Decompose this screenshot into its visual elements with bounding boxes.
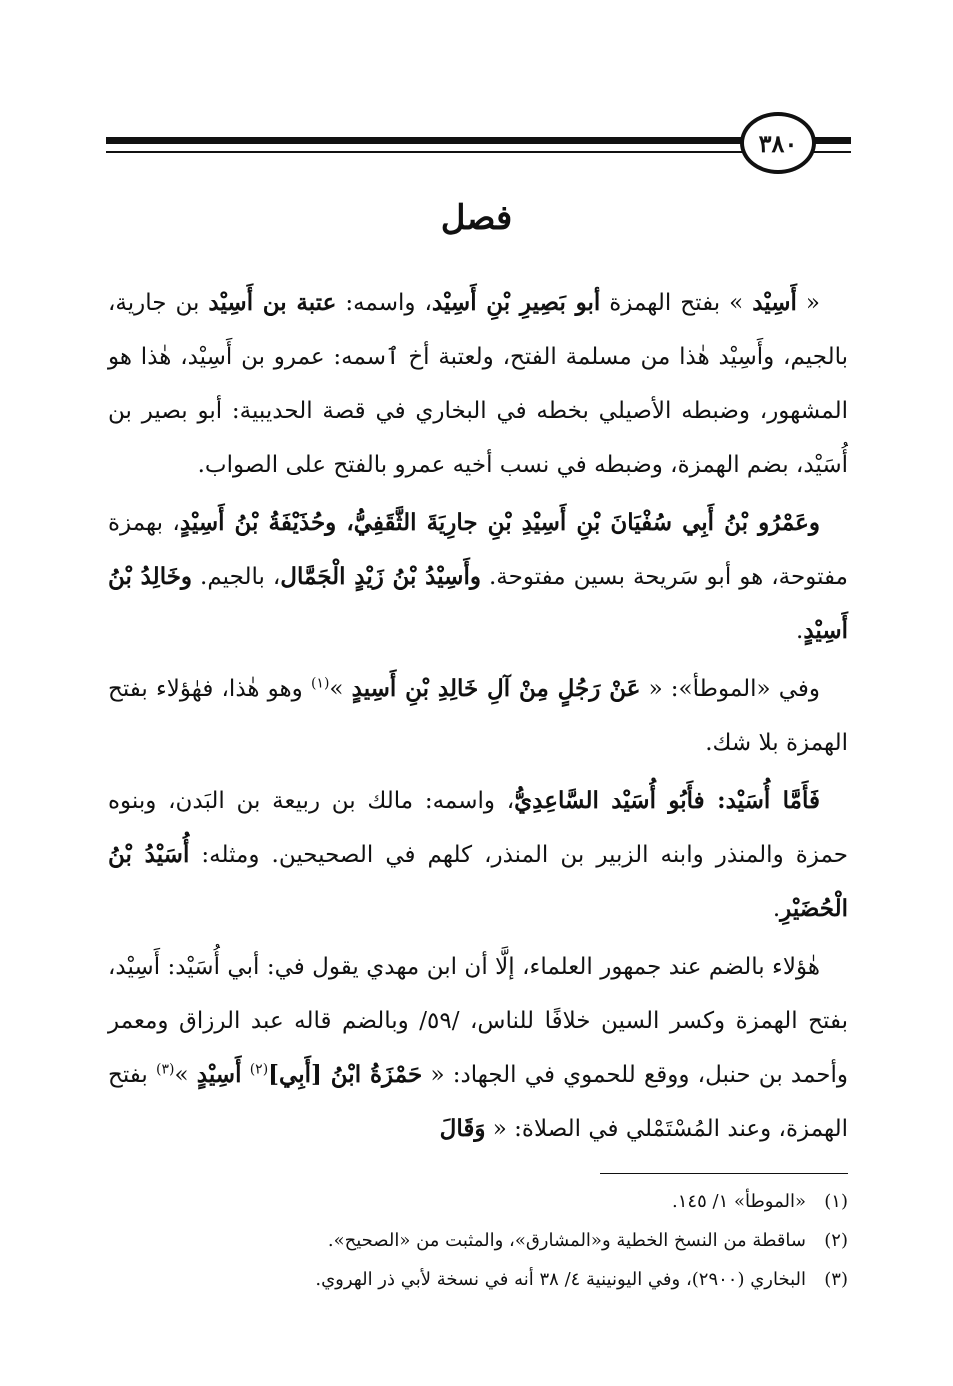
paragraph xyxy=(108,496,848,658)
bold-term: أُسَيْدُ بْنُ الْحُضَيْرِ xyxy=(108,841,848,922)
bold-term: عتبة بن أَسِيْد xyxy=(208,289,337,316)
text-run: « xyxy=(796,290,820,316)
footnote-number: (٢) xyxy=(824,1230,848,1251)
bold-term: عَنْ رَجُلٍ مِنْ آلِ خَالِدِ بْنِ أَسِيدٍ xyxy=(351,675,641,702)
text-run: » بفتح الهمزة xyxy=(600,290,753,316)
footnote-text: ساقطة من النسخ الخطية و«المشارق»، والمثبت من «الصحيح». xyxy=(327,1230,806,1251)
text-run: هٰؤلاء بالضم عند جمهور العلماء، إلَّا أن ابن مهدي يقول في: أبي أُسَيْد: أَسِيْد، بفتح الهمزة وكسر السين خلافًا للناس، /٥٩/ وبالضم قاله عبد الرزاق ومعمر وأحمد بن حنبل، ووقع للحموي في الجهاد: « xyxy=(108,954,849,1088)
header-rule-thin xyxy=(106,151,851,153)
bold-term: حَمْزَةُ ابْنُ [أَبِي] xyxy=(268,1061,423,1088)
bold-term: وعَمْرُو بْنُ أَبِي سُفْيَانَ بْنِ أَسِيْدِ بْنِ جارِيَةَ الثَّقَفِيُّ، وحُذَيْفَةُ بْنُ أَسِيْدٍ xyxy=(179,509,821,536)
main-text xyxy=(108,276,848,1160)
paragraph xyxy=(108,276,848,492)
page-number: ٣٨٠ xyxy=(740,112,816,174)
text-run: » xyxy=(174,1062,197,1088)
bold-term: وخَالِدُ بْنُ أَسِيْدٍ xyxy=(108,563,848,644)
text-run: بن جارية، بالجيم، وأَسِيْد هٰذا من مسلمة الفتح، ولعتبة أخ ٱسمه: عمرو بن أَسِيْد، هٰذا هو المشهور، وضبطه الأصيلي بخطه في البخاري في قصة الحديبية: أبو بصير بن أُسَيْد، بضم الهمزة، وضبطه في نسب أخيه عمرو بالفتح على الصواب. xyxy=(108,290,848,478)
bold-term: وأَسِيْدُ بْنُ زَيْدٍ الْجَمَّال xyxy=(280,563,481,590)
text-run: وهو هٰذا، فهٰؤلاء بفتح الهمزة بلا شك. xyxy=(108,676,848,756)
bold-term: أَسِيْد xyxy=(752,289,797,316)
footnote-text: «الموطأ» ١/ ١٤٥. xyxy=(672,1191,806,1212)
section-heading: فصل xyxy=(440,198,513,238)
footnote-separator xyxy=(600,1173,848,1174)
bold-term: وَقَالَ xyxy=(439,1115,486,1142)
bold-term: فَأَمَّا أُسَيْد: فأَبُو أُسَيْد السَّاعِدِيُّ xyxy=(514,787,820,814)
text-run: ، بهمزة مفتوحة، هو أبو سَريحة بسين مفتوحة. xyxy=(108,510,848,590)
bold-term: أبو بَصِيرِ بْنِ أَسِيْد xyxy=(431,289,601,316)
paragraph xyxy=(108,940,848,1156)
footnote-number: (١) xyxy=(824,1191,848,1212)
footnote xyxy=(108,1182,848,1221)
text-run: . xyxy=(796,618,804,644)
footnote-text: البخاري (٢٩٠٠)، وفي اليونينية ٤/ ٣٨ أنه في نسخة لأبي ذر الهروي. xyxy=(315,1269,806,1290)
text-run: . xyxy=(772,896,781,922)
footnote-ref: (٣) xyxy=(156,1061,175,1078)
text-run: وفي «الموطأ»: « xyxy=(640,676,821,702)
text-run xyxy=(241,1062,249,1088)
footnote xyxy=(108,1260,848,1299)
footnotes xyxy=(108,1182,848,1299)
paragraph xyxy=(108,662,848,770)
paragraph xyxy=(108,774,848,936)
footnote xyxy=(108,1221,848,1260)
text-run: ، بالجيم. xyxy=(192,564,281,590)
footnote-ref: (٢) xyxy=(249,1061,269,1078)
text-run: ، واسمه: xyxy=(336,290,432,316)
text-run: ، واسمه: مالك بن ربيعة بن البَدن، وبنوه حمزة والمنذر وابنه الزبير بن المنذر، كلهم في الصحيحين. ومثله: xyxy=(108,788,848,868)
footnote-ref: (١) xyxy=(310,675,330,692)
text-run: بفتح الهمزة، وعند المُسْتَمْلي في الصلاة: « xyxy=(108,1062,848,1142)
text-run: » xyxy=(329,676,352,702)
footnote-number: (٣) xyxy=(824,1269,848,1290)
bold-term: أَسِيْدٍ xyxy=(196,1061,242,1088)
